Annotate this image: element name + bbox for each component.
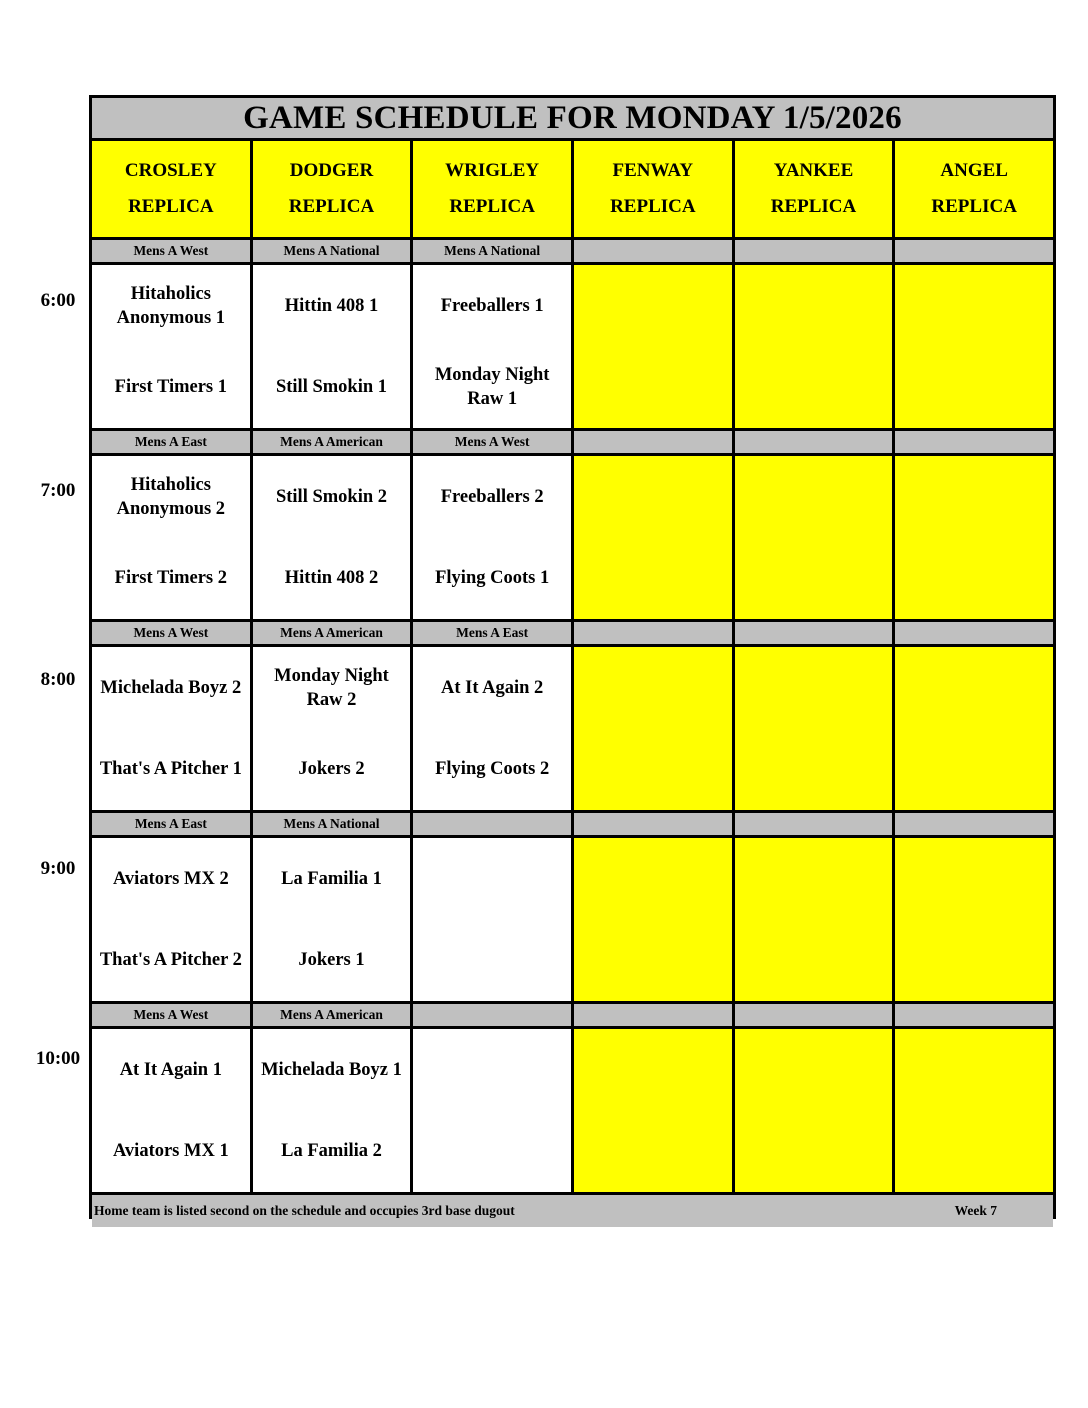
- field-header: [413, 141, 571, 237]
- league-label: Mens A West: [413, 431, 571, 453]
- away-team: La Familia 1: [281, 868, 382, 889]
- home-team: [413, 920, 571, 1002]
- league-label: [895, 1004, 1053, 1026]
- league-label: [574, 240, 732, 262]
- week-label: Week 7: [954, 1203, 997, 1218]
- home-team: Aviators MX 1: [112, 1141, 229, 1162]
- time-label: 9:00: [40, 858, 76, 879]
- away-team: Still Smokin 2: [275, 486, 388, 507]
- field-name: CROSLEY: [124, 159, 217, 181]
- home-team: Hittin 408 2: [284, 568, 379, 589]
- home-team: That's A Pitcher 2: [99, 950, 242, 971]
- empty-field-cell: [895, 647, 1053, 810]
- field-name: YANKEE: [773, 159, 854, 181]
- home-team: That's A Pitcher 1: [99, 759, 242, 780]
- empty-field-cell: [895, 265, 1053, 428]
- league-label: Mens A West: [92, 240, 250, 262]
- time-label: 10:00: [35, 1048, 81, 1069]
- time-label: 6:00: [40, 290, 76, 311]
- field-name: FENWAY: [612, 159, 694, 181]
- league-label: [574, 813, 732, 835]
- time-label: 8:00: [40, 669, 76, 690]
- field-subtitle: REPLICA: [931, 196, 1017, 218]
- empty-field-cell: [735, 456, 893, 619]
- field-subtitle: REPLICA: [128, 196, 214, 218]
- league-label: [895, 431, 1053, 453]
- game-cell: [413, 265, 571, 428]
- league-label: Mens A East: [413, 622, 571, 644]
- field-name: DODGER: [289, 159, 374, 181]
- league-label: Mens A West: [92, 622, 250, 644]
- game-cell: [253, 265, 411, 428]
- home-team: [413, 1111, 571, 1193]
- game-cell: [413, 647, 571, 810]
- empty-field-cell: [735, 647, 893, 810]
- game-cell: [92, 456, 250, 619]
- league-label: Mens A American: [253, 622, 411, 644]
- field-subtitle: REPLICA: [770, 196, 857, 218]
- league-label: [735, 622, 893, 644]
- field-subtitle: REPLICA: [288, 196, 375, 218]
- field-name: ANGEL: [940, 159, 1008, 181]
- league-label: [735, 431, 893, 453]
- empty-field-cell: [574, 838, 732, 1001]
- empty-field-cell: [895, 1029, 1053, 1192]
- away-team: At It Again 1: [119, 1059, 222, 1080]
- away-team: Freeballers 1: [440, 295, 544, 316]
- league-label: [895, 622, 1053, 644]
- away-team: Hitaholics Anonymous 1: [116, 283, 226, 328]
- empty-field-cell: [735, 1029, 893, 1192]
- game-cell: [92, 647, 250, 810]
- away-team: Aviators MX 2: [112, 868, 229, 889]
- game-cell: [92, 1029, 250, 1192]
- home-team: First Timers 2: [114, 568, 227, 589]
- empty-field-cell: [574, 647, 732, 810]
- game-cell: [92, 265, 250, 428]
- away-team: Hitaholics Anonymous 2: [116, 474, 226, 519]
- league-label: [735, 813, 893, 835]
- field-header: [735, 141, 893, 237]
- away-team: [413, 1029, 571, 1111]
- schedule-table: [89, 95, 1056, 1219]
- league-label: [735, 1004, 893, 1026]
- league-label: Mens A West: [92, 1004, 250, 1026]
- empty-field-cell: [735, 265, 893, 428]
- field-header: [574, 141, 732, 237]
- game-cell: [413, 1029, 571, 1192]
- home-team: Jokers 1: [298, 950, 365, 971]
- time-label: 7:00: [40, 480, 76, 501]
- away-team: At It Again 2: [441, 677, 544, 698]
- home-team: Flying Coots 1: [435, 568, 550, 589]
- home-team: Jokers 2: [298, 759, 365, 780]
- time-column: [0, 0, 90, 1408]
- league-label: [574, 431, 732, 453]
- game-cell: [413, 838, 571, 1001]
- league-label: Mens A East: [92, 431, 250, 453]
- field-subtitle: REPLICA: [449, 196, 535, 218]
- away-team: Freeballers 2: [440, 486, 544, 507]
- schedule-title: GAME SCHEDULE FOR MONDAY 1/5/2026: [92, 98, 1053, 138]
- league-label: [895, 813, 1053, 835]
- game-cell: [413, 456, 571, 619]
- home-team: Flying Coots 2: [435, 759, 550, 780]
- footer-note: Home team is listed second on the schedule and occupies 3rd base dugout: [94, 1203, 515, 1218]
- home-team: Monday Night Raw 1: [434, 365, 550, 410]
- game-cell: [253, 838, 411, 1001]
- league-label: Mens A East: [92, 813, 250, 835]
- home-team: La Familia 2: [281, 1141, 382, 1162]
- schedule-grid: [92, 98, 1053, 1216]
- away-team: Michelada Boyz 2: [100, 677, 242, 698]
- field-header: [253, 141, 411, 237]
- empty-field-cell: [735, 838, 893, 1001]
- away-team: Hittin 408 1: [284, 295, 379, 316]
- game-cell: [92, 838, 250, 1001]
- game-cell: [253, 1029, 411, 1192]
- league-label: [413, 1004, 571, 1026]
- away-team: Monday Night Raw 2: [274, 665, 389, 710]
- empty-field-cell: [574, 265, 732, 428]
- away-team: [413, 838, 571, 920]
- empty-field-cell: [574, 456, 732, 619]
- empty-field-cell: [574, 1029, 732, 1192]
- field-header: [92, 141, 250, 237]
- home-team: First Timers 1: [114, 377, 227, 398]
- league-label: Mens A National: [253, 240, 411, 262]
- league-label: Mens A American: [253, 431, 411, 453]
- field-subtitle: REPLICA: [610, 196, 696, 218]
- league-label: [574, 622, 732, 644]
- league-label: Mens A American: [253, 1004, 411, 1026]
- home-team: Still Smokin 1: [275, 377, 388, 398]
- away-team: Michelada Boyz 1: [261, 1059, 402, 1080]
- league-label: Mens A National: [413, 240, 571, 262]
- league-label: [895, 240, 1053, 262]
- schedule-footer: [92, 1195, 1053, 1227]
- field-name: WRIGLEY: [445, 159, 540, 181]
- empty-field-cell: [895, 456, 1053, 619]
- empty-field-cell: [895, 838, 1053, 1001]
- league-label: [574, 1004, 732, 1026]
- game-cell: [253, 647, 411, 810]
- game-cell: [253, 456, 411, 619]
- league-label: [413, 813, 571, 835]
- league-label: [735, 240, 893, 262]
- field-header: [895, 141, 1053, 237]
- league-label: Mens A National: [253, 813, 411, 835]
